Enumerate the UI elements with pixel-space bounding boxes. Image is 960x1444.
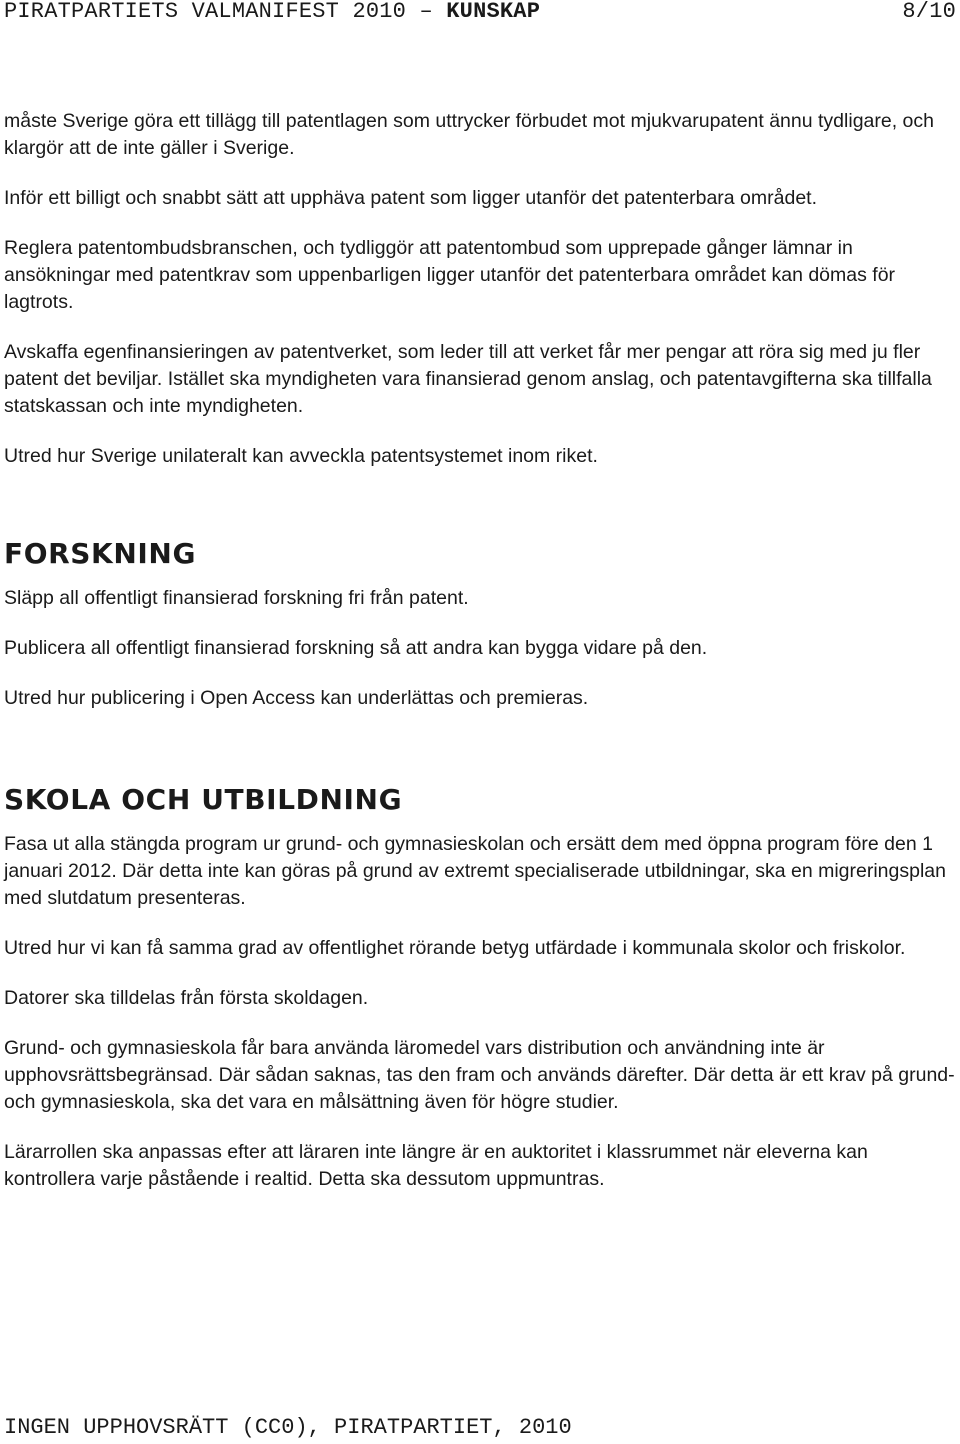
page-footer: INGEN UPPHOVSRÄTT (CC0), PIRATPARTIET, 2010	[4, 1415, 572, 1440]
paragraph: Utred hur publicering i Open Access kan underlättas och premieras.	[4, 687, 589, 709]
paragraph: Släpp all offentligt finansierad forskning fri från patent.	[4, 587, 469, 609]
paragraph: Grund- och gymnasieskola får bara använda läromedel vars distribution och användning inte är upphovsrättsbegränsad. Där sådan saknas, tas den fram och används därefter. Där detta är ett krav på grund- och gymnasieskola, ska det vara en målsättning även för högre studier.	[4, 1037, 955, 1113]
paragraph: Utred hur Sverige unilateralt kan avveckla patentsystemet inom riket.	[4, 445, 598, 467]
paragraph: Datorer ska tilldelas från första skoldagen.	[4, 987, 369, 1009]
paragraph: Publicera all offentligt finansierad forskning så att andra kan bygga vidare på den.	[4, 637, 708, 659]
document-section-name: KUNSKAP	[446, 0, 541, 24]
page-header	[0, 0, 960, 24]
section-forskning	[4, 537, 956, 712]
paragraph: Reglera patentombudsbranschen, och tydliggör att patentombud som upprepade gånger lämnar in ansökningar med patentkrav som uppenbarligen ligger utanför det patenterbara området kan dömas för lagtrots.	[4, 237, 896, 313]
document-body	[4, 108, 956, 1216]
paragraph: Avskaffa egenfinansieringen av patentverket, som leder till att verket får mer pengar att röra sig med ju fler patent det beviljar. Istället ska myndigheten vara finansierad genom anslag, och patentavgifterna ska tillfalla statskassan och inte myndigheten.	[4, 341, 932, 417]
section-heading: FORSKNING	[4, 537, 197, 570]
paragraph: Lärarrollen ska anpassas efter att läraren inte längre är en auktoritet i klassrummet när eleverna kan kontrollera varje påstående i realtid. Detta ska dessutom uppmuntras.	[4, 1141, 868, 1190]
paragraph: måste Sverige göra ett tillägg till patentlagen som uttrycker förbudet mot mjukvarupatent ännu tydligare, och klargör att de inte gäller i Sverige.	[4, 110, 934, 159]
section-skola-och-utbildning	[4, 783, 956, 1193]
document-title-prefix: PIRATPARTIETS VALMANIFEST 2010 –	[4, 0, 433, 24]
paragraph: Fasa ut alla stängda program ur grund- och gymnasieskolan och ersätt dem med öppna program före den 1 januari 2012. Där detta inte kan göras på grund av extremt specialiserade utbildningar, ska en migreringsplan med slutdatum presenteras.	[4, 833, 946, 909]
section-spacer	[4, 493, 956, 537]
paragraph: Utred hur vi kan få samma grad av offentlighet rörande betyg utfärdade i kommunala skolor och friskolor.	[4, 937, 906, 959]
document-title	[4, 0, 540, 24]
section-heading: SKOLA OCH UTBILDNING	[4, 783, 403, 816]
section-spacer	[4, 735, 956, 783]
page-number: 8/10	[902, 0, 956, 24]
paragraph: Inför ett billigt och snabbt sätt att upphäva patent som ligger utanför det patenterbara området.	[4, 187, 818, 209]
